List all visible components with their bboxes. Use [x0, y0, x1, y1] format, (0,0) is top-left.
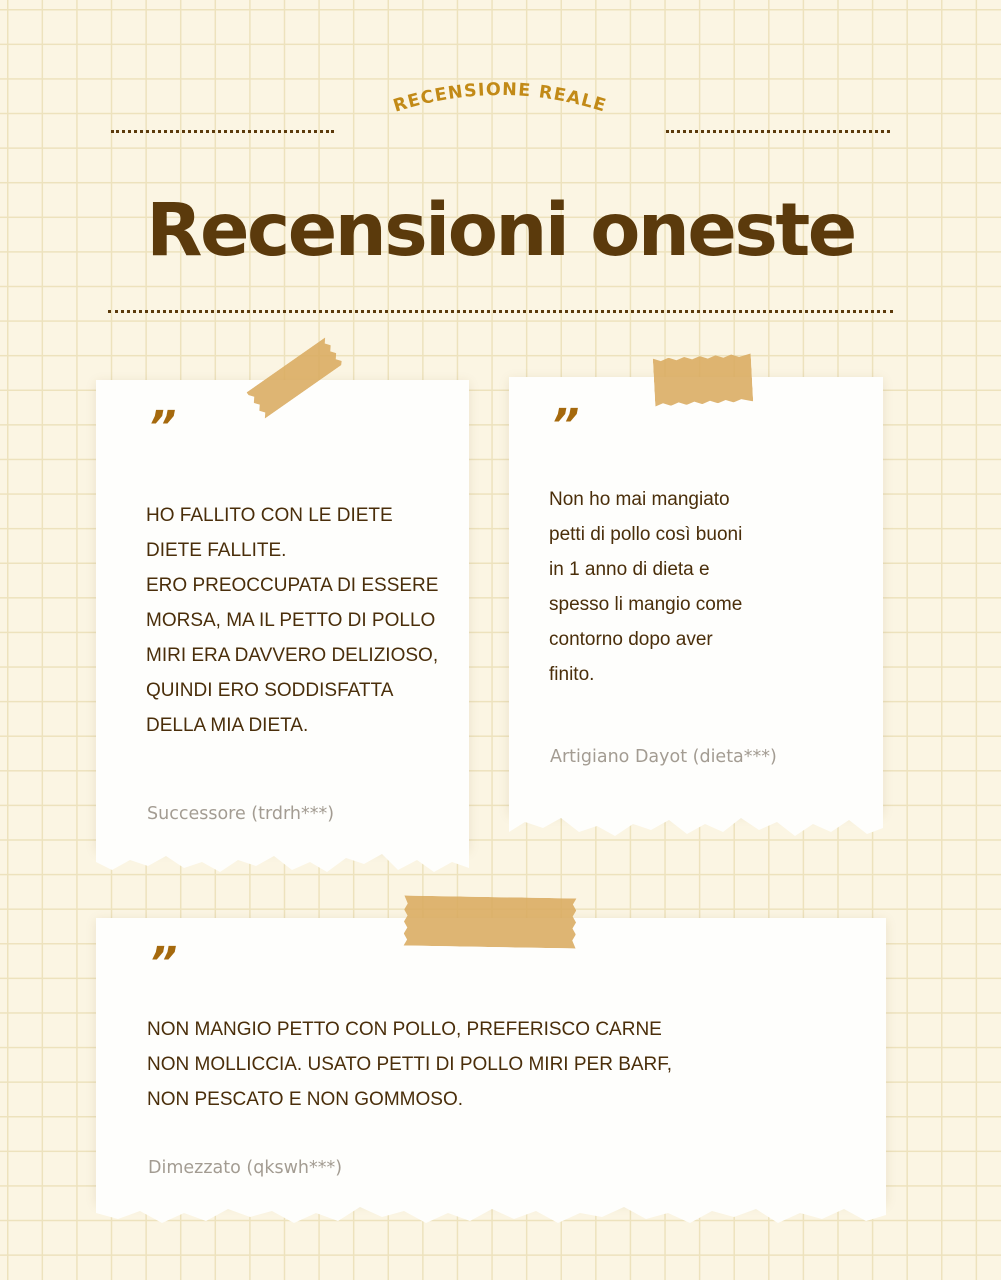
- review-author: Artigiano Dayot (dieta***): [550, 747, 777, 767]
- quote-mark-icon: ”: [149, 938, 176, 989]
- divider-top-left: [111, 130, 334, 133]
- tape-strip: [653, 353, 753, 406]
- eyebrow-text: RECENSIONE REALE: [391, 79, 610, 117]
- review-card-3: [96, 918, 886, 1203]
- torn-edge: [509, 812, 883, 840]
- review-card-1: [96, 380, 469, 850]
- torn-edge: [96, 848, 469, 876]
- eyebrow-label: [360, 60, 640, 130]
- divider-under-title: [108, 310, 893, 313]
- review-card-2: [509, 377, 883, 814]
- svg-text:RECENSIONE REALE: [391, 80, 609, 117]
- quote-mark-icon: ”: [551, 400, 578, 451]
- tape-strip: [404, 896, 577, 949]
- page-title: Recensioni oneste: [146, 188, 855, 273]
- review-author: Successore (trdrh***): [147, 804, 335, 824]
- review-author: Dimezzato (qkswh***): [148, 1158, 343, 1178]
- review-text: HO FALLITO CON LE DIETE DIETE FALLITE. ERO PREOCCUPATA DI ESSERE MORSA, MA IL PETTO DI POLLO MIRI ERA DAVVERO DELIZIOSO, QUINDI ERO SODDISFATTA DELLA MIA DIETA.: [146, 505, 439, 736]
- review-text: Non ho mai mangiato petti di pollo così buoni in 1 anno di dieta e spesso li mangio come contorno dopo aver finito.: [549, 489, 743, 685]
- torn-edge: [96, 1201, 886, 1229]
- review-text: NON MANGIO PETTO CON POLLO, PREFERISCO CARNE NON MOLLICCIA. USATO PETTI DI POLLO MIRI PER BARF, NON PESCATO E NON GOMMOSO.: [147, 1019, 673, 1110]
- quote-mark-icon: ”: [148, 402, 175, 453]
- divider-top-right: [666, 130, 890, 133]
